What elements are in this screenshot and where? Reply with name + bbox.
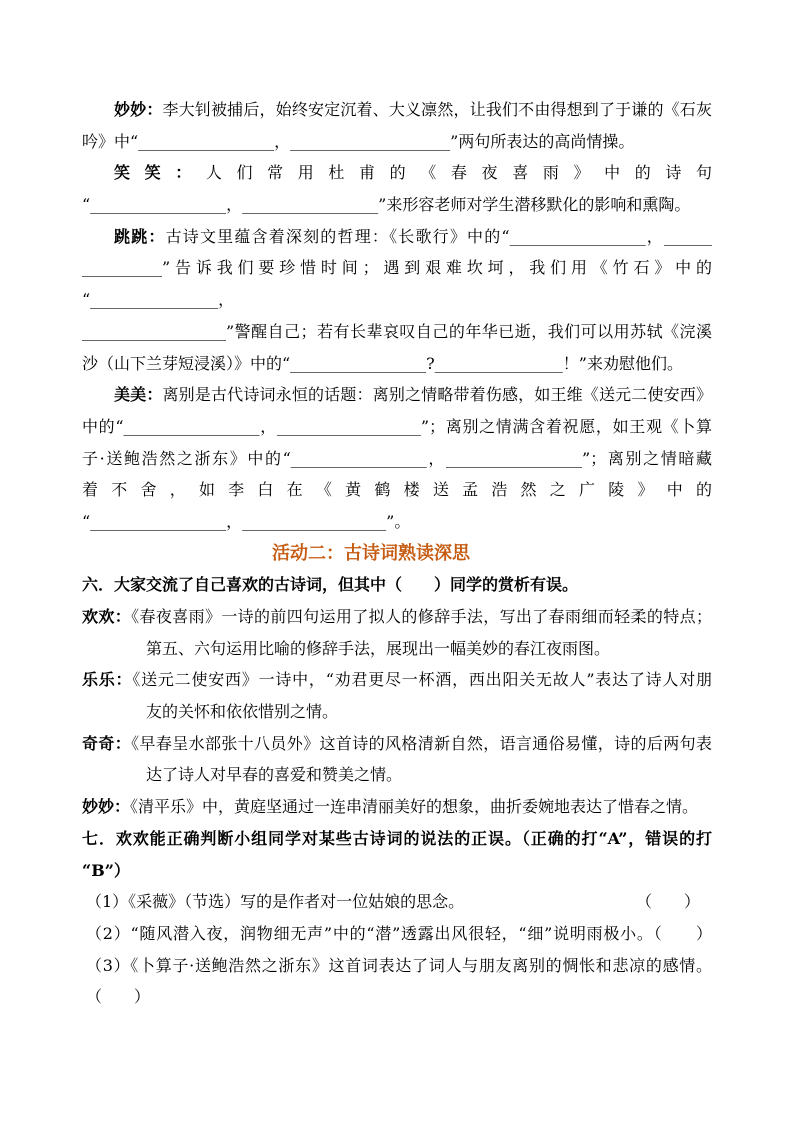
judge-item <box>82 918 712 950</box>
option-line <box>82 664 712 696</box>
passage-text: 子·送鲍浩然之浙东》中的“_________________，_________________”；离别之情暗藏 <box>82 448 712 468</box>
passage-meimei <box>82 379 712 537</box>
passage-line <box>82 379 712 411</box>
question-6 <box>82 569 712 823</box>
judge-item <box>82 950 712 982</box>
page-content <box>82 94 712 1013</box>
judge-item-blank-line <box>82 981 712 1013</box>
option-line <box>82 601 712 633</box>
passage-line <box>82 474 712 506</box>
speaker-name: 笑笑： <box>114 163 206 183</box>
passage-line <box>82 157 712 189</box>
question-7 <box>82 823 712 1013</box>
option-text: 达了诗人对早春的喜爱和赞美之情。 <box>146 765 403 785</box>
passage-text: “_________________，__________________”。 <box>82 511 411 531</box>
speaker-name: 欢欢： <box>82 607 132 626</box>
option-text: 第五、六句运用比喻的修辞手法，展现出一幅美妙的春江夜雨图。 <box>146 638 611 658</box>
passage-line <box>82 126 712 158</box>
passage-line <box>82 189 712 221</box>
speaker-name: 乐乐： <box>82 670 133 690</box>
judge-item <box>82 886 712 918</box>
passage-line <box>82 221 712 253</box>
option-text: 《送元二使安西》一诗中，“劝君更尽一杯酒，西出阳关无故人”表达了诗人对朋 <box>132 670 712 690</box>
passage-line <box>82 94 712 126</box>
passage-line <box>82 252 712 284</box>
option-text: 《春夜喜雨》一诗的前四句运用了拟人的修辞手法，写出了春雨细而轻柔的特点； <box>131 607 712 626</box>
option-line <box>82 728 712 760</box>
passage-text: 着不舍，如李白在《黄鹤楼送孟浩然之广陵》中的 <box>82 480 712 500</box>
activity-heading: 活动二：古诗词熟读深思 <box>272 542 470 564</box>
passage-text: 中的“_________________，__________________”；离别之情满含着祝愿，如王观《卜算 <box>82 416 712 436</box>
question-6-stem: 六．大家交流了自己喜欢的古诗词，但其中（ ）同学的赏析有误。 <box>82 575 579 595</box>
speaker-name: 奇奇： <box>82 733 132 753</box>
passage-text: 沙（山下兰芽短浸溪）》中的“_________________?________________！”来劝慰他们。 <box>82 353 683 373</box>
passage-text: 离别是古代诗词永恒的话题：离别之情略带着伤感，如王维《送元二使安西》 <box>162 385 712 405</box>
question-7-stem: 七．欢欢能正确判断小组同学对某些古诗词的说法的正误。（正确的打“A”，错误的打 <box>82 828 712 848</box>
passage-text: 人们常用杜甫的《春夜喜雨》中的诗句 <box>205 163 712 183</box>
answer-blank: （ ） <box>86 987 151 1007</box>
option-text: 《清平乐》中，黄庭坚通过一连串清丽美好的想象，曲折委婉地表达了惜春之情。 <box>130 797 699 817</box>
speaker-name: 跳跳： <box>114 226 166 246</box>
passage-line <box>82 443 712 475</box>
passage-tiaotiao <box>82 221 712 379</box>
option-line <box>82 696 712 728</box>
question-7-stem: “B”） <box>82 860 130 880</box>
option-line <box>82 791 712 823</box>
judge-item-text: （3）《卜算子·送鲍浩然之浙东》这首词表达了词人与朋友离别的惆怅和悲凉的感情。 <box>86 955 712 975</box>
passage-text: __________”告诉我们要珍惜时间；遇到艰难坎坷，我们用《竹石》中的 <box>82 258 712 278</box>
passage-line <box>82 348 712 380</box>
passage-line <box>82 284 712 316</box>
speaker-name: 美美： <box>114 385 163 405</box>
passage-line <box>82 411 712 443</box>
passage-xiaoxiao <box>82 157 712 220</box>
passage-text: __________________”警醒自己；若有长辈哀叹自己的年华已逝，我们可以用苏轼《浣溪 <box>82 321 712 341</box>
passage-text: 吟》中“_________________，____________________”两句所表达的高尚情操。 <box>82 131 635 151</box>
answer-blank: （ ） <box>653 923 712 943</box>
option-line <box>82 759 712 791</box>
judge-item-text: （1）《采薇》（节选）写的是作者对一位姑娘的思念。 <box>86 892 465 912</box>
passage-text: “_________________，_________________”来形容老师对学生潜移默化的影响和熏陶。 <box>82 195 691 215</box>
passage-line <box>82 316 712 348</box>
option-text: 友的关怀和依依惜别之情。 <box>146 702 339 722</box>
option-line <box>82 633 712 665</box>
answer-blank: （ ） <box>636 892 701 912</box>
passage-miaomiao <box>82 94 712 157</box>
judge-item-text: （2）“随风潜入夜，润物细无声”中的“潜”透露出风很轻，“细”说明雨极小。 <box>86 923 654 943</box>
passage-text: 李大钊被捕后，始终安定沉着、大义凛然，让我们不由得想到了于谦的《石灰 <box>162 100 712 119</box>
speaker-name: 妙妙： <box>82 797 131 817</box>
speaker-name: 妙妙： <box>114 100 163 119</box>
passage-line <box>82 506 712 538</box>
option-text: 《早春呈水部张十八员外》这首诗的风格清新自然，语言通俗易懂，诗的后两句表 <box>131 733 712 753</box>
passage-text: “________________， <box>82 290 235 310</box>
passage-text: 古诗文里蕴含着深刻的哲理：《长歌行》中的“_________________，______ <box>165 226 712 246</box>
